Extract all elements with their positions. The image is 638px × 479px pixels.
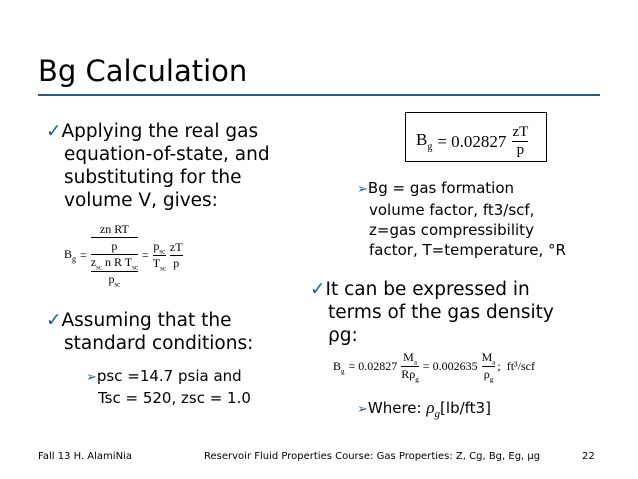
sub-bullet-where: ➢Where: $\rho_g[lb/ft3]$ bbox=[357, 398, 491, 420]
checkmark-icon: ✓ bbox=[310, 279, 326, 300]
bullet-line: substituting for the bbox=[64, 167, 242, 188]
checkmark-icon: ✓ bbox=[46, 121, 62, 142]
bullet-line: volume V, gives: bbox=[64, 190, 218, 211]
eq-lhs: $B_g$ bbox=[64, 247, 77, 264]
equation-bg-derivation: $B_g$ = zn RT $\frac{p}{z_{sc} n R T_{sc}}$ $p_{sc}$ = $\frac{p_{sc}}{T_{sc}}$ $\frac{zT}{p}$ bbox=[64, 222, 183, 289]
equation-bg-box: $B_g$ = 0.02827 $\frac{zT}{p}$ bbox=[405, 112, 547, 162]
footer-course: Reservoir Fluid Properties Course: Gas Properties: Z, Cg, Bg, Eg, μg bbox=[204, 451, 541, 462]
eq-fraction-main: zn RT $\frac{p}{z_{sc} n R T_{sc}}$ $p_{sc}$ bbox=[90, 222, 138, 289]
bullet-assuming bbox=[46, 309, 253, 355]
slide-title: Bg Calculation bbox=[38, 54, 248, 88]
equation-bg-density: $B_g$ = 0.02827 $\frac{M_a}{R\rho_g}$ = 0.002635 $\frac{M_a}{\rho_g}$ ; ft³/scf bbox=[333, 350, 535, 384]
bullet-line: Assuming that the bbox=[61, 310, 232, 331]
eq-fraction-zt-over-p: $\frac{zT}{p}$ bbox=[169, 239, 183, 270]
eq-fraction-p-over-t: $\frac{p_{sc}}{T_{sc}}$ bbox=[152, 238, 166, 273]
sub-bullet-line: Bg = gas formation bbox=[367, 179, 515, 197]
footer-page-number: 22 bbox=[582, 451, 595, 462]
sub-bullet-line: psc =14.7 psia and bbox=[96, 367, 242, 385]
triangle-bullet-icon: ➢ bbox=[86, 370, 97, 385]
bullet-line: ρg: bbox=[328, 325, 358, 346]
triangle-bullet-icon: ➢ bbox=[357, 402, 368, 417]
bullet-line: It can be expressed in bbox=[325, 279, 530, 300]
checkmark-icon: ✓ bbox=[46, 310, 62, 331]
footer-author: Fall 13 H. AlamiNia bbox=[38, 451, 132, 462]
sub-bullet-definitions bbox=[357, 178, 566, 260]
sub-bullet-line: z=gas compressibility bbox=[369, 221, 534, 239]
title-underline bbox=[38, 94, 600, 96]
bullet-line: equation-of-state, and bbox=[64, 144, 270, 165]
sub-bullet-line: factor, T=temperature, °R bbox=[369, 241, 566, 259]
sub-bullet-line: volume factor, ft3/scf, bbox=[369, 201, 535, 219]
bullet-line: Applying the real gas bbox=[61, 121, 259, 142]
bullet-density bbox=[310, 278, 554, 347]
bullet-applying bbox=[46, 120, 270, 212]
sub-bullet-line: Tsc = 520, zsc = 1.0 bbox=[98, 389, 251, 407]
triangle-bullet-icon: ➢ bbox=[357, 182, 368, 197]
bullet-line: standard conditions: bbox=[64, 333, 254, 354]
bullet-line: terms of the gas density bbox=[328, 302, 554, 323]
sub-bullet-standard-conditions bbox=[86, 366, 251, 408]
